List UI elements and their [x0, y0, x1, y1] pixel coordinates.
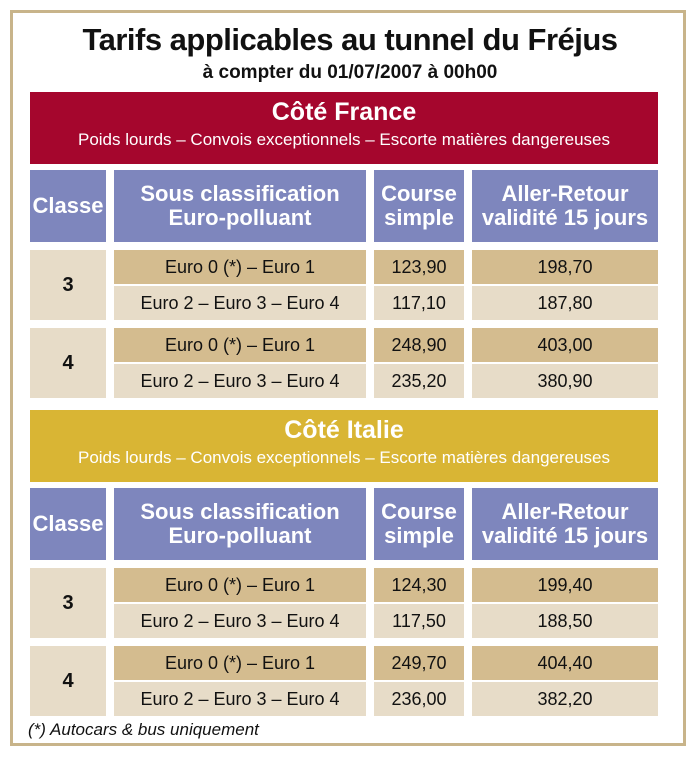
aller-retour-cell: 404,40: [472, 646, 658, 680]
course-simple-cell: 235,20: [374, 364, 464, 398]
course-simple-cell: 117,50: [374, 604, 464, 638]
course-simple-cell: 236,00: [374, 682, 464, 716]
classe-cell: 4: [30, 328, 106, 398]
header-sous-classification: Sous classification Euro-polluant: [114, 488, 366, 560]
header-aller-retour: Aller-Retour validité 15 jours: [472, 170, 658, 242]
sous-classification-cell: Euro 2 – Euro 3 – Euro 4: [114, 286, 366, 320]
sous-classification-cell: Euro 0 (*) – Euro 1: [114, 568, 366, 602]
aller-retour-cell: 198,70: [472, 250, 658, 284]
footnote: (*) Autocars & bus uniquement: [28, 720, 259, 739]
section-title: Côté Italie: [284, 416, 404, 444]
sous-classification-cell: Euro 0 (*) – Euro 1: [114, 250, 366, 284]
section-banner-italie: [30, 410, 658, 482]
course-simple-cell: 124,30: [374, 568, 464, 602]
page-subtitle: à compter du 01/07/2007 à 00h00: [202, 62, 498, 83]
classe-cell: 4: [30, 646, 106, 716]
aller-retour-cell: 380,90: [472, 364, 658, 398]
header-classe: Classe: [30, 170, 106, 242]
aller-retour-cell: 382,20: [472, 682, 658, 716]
course-simple-cell: 249,70: [374, 646, 464, 680]
section-banner-france: [30, 92, 658, 164]
sous-classification-cell: Euro 0 (*) – Euro 1: [114, 328, 366, 362]
section-subtitle: Poids lourds – Convois exceptionnels – Escorte matières dangereuses: [77, 448, 610, 467]
classe-cell: 3: [30, 250, 106, 320]
section-subtitle: Poids lourds – Convois exceptionnels – Escorte matières dangereuses: [77, 130, 610, 149]
aller-retour-cell: 403,00: [472, 328, 658, 362]
header-course-simple: Course simple: [374, 488, 464, 560]
sous-classification-cell: Euro 0 (*) – Euro 1: [114, 646, 366, 680]
page-title: Tarifs applicables au tunnel du Fréjus: [82, 22, 618, 57]
header-course-simple: Course simple: [374, 170, 464, 242]
course-simple-cell: 123,90: [374, 250, 464, 284]
aller-retour-cell: 188,50: [472, 604, 658, 638]
aller-retour-cell: 187,80: [472, 286, 658, 320]
header-classe: Classe: [30, 488, 106, 560]
section-title: Côté France: [271, 98, 417, 126]
classe-cell: 3: [30, 568, 106, 638]
header-aller-retour: Aller-Retour validité 15 jours: [472, 488, 658, 560]
sous-classification-cell: Euro 2 – Euro 3 – Euro 4: [114, 364, 366, 398]
sous-classification-cell: Euro 2 – Euro 3 – Euro 4: [114, 604, 366, 638]
header-sous-classification: Sous classification Euro-polluant: [114, 170, 366, 242]
course-simple-cell: 117,10: [374, 286, 464, 320]
sous-classification-cell: Euro 2 – Euro 3 – Euro 4: [114, 682, 366, 716]
course-simple-cell: 248,90: [374, 328, 464, 362]
aller-retour-cell: 199,40: [472, 568, 658, 602]
